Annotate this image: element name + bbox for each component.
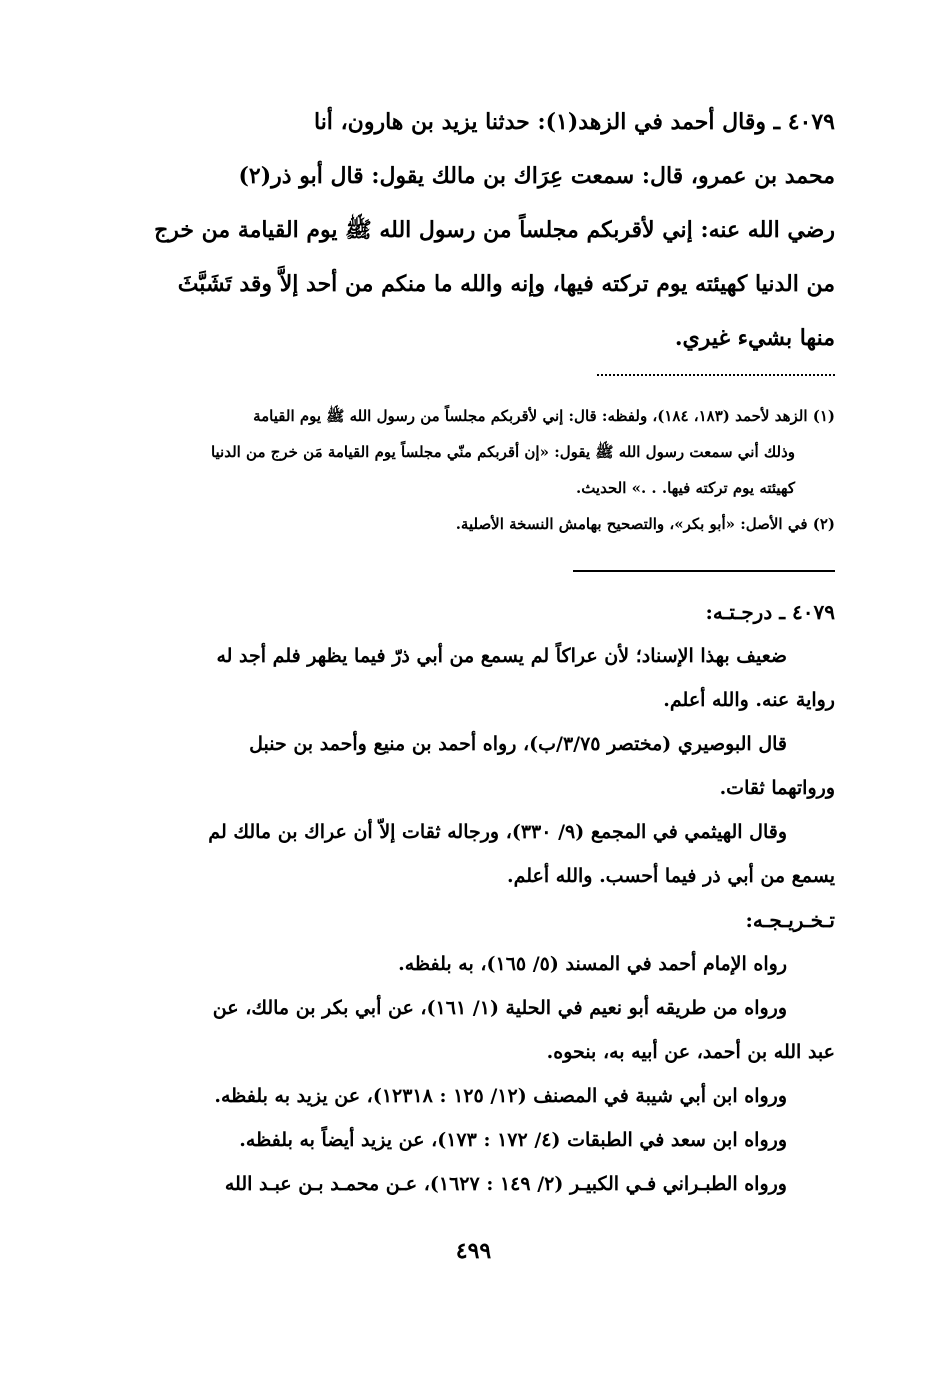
main-line: ٤٠٧٩ ـ وقال أحمد في الزهد(١): حدثنا يزيد بن هارون، أنا: [313, 109, 835, 135]
section-divider: [573, 570, 835, 572]
main-line: منها بشيء غيري.: [674, 325, 835, 351]
page-number: ٤٩٩: [455, 1238, 492, 1264]
takhrij-line: رواه الإمام أحمد في المسند (٥/ ١٦٥)، به بلفظه.: [398, 953, 787, 975]
grade-paragraph: قال البوصيري (مختصر ٣/٧٥/ب)، رواه أحمد بن منيع وأحمد بن حنبل: [249, 733, 787, 755]
grade-paragraph: ضعيف بهذا الإسناد؛ لأن عراكاً لم يسمع من أبي ذرّ فيما يظهر فلم أجد له: [216, 645, 787, 667]
footnote-dotted-separator: [597, 368, 835, 376]
grade-paragraph: ورواتهما ثقات.: [719, 777, 835, 799]
grade-paragraph: يسمع من أبي ذر فيما أحسب. والله أعلم.: [506, 865, 835, 887]
footnote-2: (٢) في الأصل: «أبو بكر»، والتصحيح بهامش النسخة الأصلية.: [455, 515, 835, 533]
main-line: رضي الله عنه: إني لأقربكم مجلساً من رسول الله ﷺ يوم القيامة من خرج: [154, 217, 835, 243]
grade-heading: ٤٠٧٩ ـ درجـتـه:: [705, 600, 835, 624]
grade-paragraph: رواية عنه. والله أعلم.: [663, 689, 835, 711]
main-line: من الدنيا كهيئته يوم تركته فيها، وإنه والله ما منكم من أحد إلاَّ وقد تَشَبَّثَ: [177, 271, 835, 297]
takhrij-line: ورواه ابن سعد في الطبقات (٤/ ١٧٢ : ١٧٣)، عن يزيد أيضاً به بلفظه.: [239, 1129, 787, 1151]
footnote-1-line: كهيئته يوم تركته فيها. . .» الحديث.: [575, 479, 795, 497]
takhrij-line: ورواه ابن أبي شيبة في المصنف (١٢/ ١٢٥ : ١٢٣١٨)، عن يزيد به بلفظه.: [214, 1085, 787, 1107]
main-line: محمد بن عمرو، قال: سمعت عِرَاك بن مالك يقول: قال أبو ذر(٢): [238, 163, 835, 189]
takhrij-heading: تـخـريـجـه:: [745, 908, 835, 932]
footnote-1-line: وذلك أني سمعت رسول الله ﷺ يقول: «إن أقربكم منّي مجلساً يوم القيامة مَن خرج من الدنيا: [210, 443, 795, 461]
takhrij-line: ورواه الطبـراني فـي الكبيـر (٢/ ١٤٩ : ١٦٢٧)، عـن محمـد بـن عبـد الله: [224, 1173, 787, 1195]
main-hadith-text: [105, 95, 835, 365]
takhrij-line: عبد الله بن أحمد، عن أبيه به، بنحوه.: [546, 1041, 835, 1063]
footnote-1-line: (١) الزهد لأحمد (١٨٣، ١٨٤)، ولفظه: قال: إني لأقربكم مجلساً من رسول الله ﷺ يوم القيامة: [253, 407, 835, 425]
takhrij-line: ورواه من طريقه أبو نعيم في الحلية (١/ ١٦١)، عن أبي بكر بن مالك، عن: [212, 997, 787, 1019]
footnotes: [105, 398, 835, 542]
commentary-section: [105, 590, 835, 1206]
grade-paragraph: وقال الهيثمي في المجمع (٩/ ٣٣٠)، ورجاله ثقات إلاّ أن عراك بن مالك لم: [208, 821, 787, 843]
